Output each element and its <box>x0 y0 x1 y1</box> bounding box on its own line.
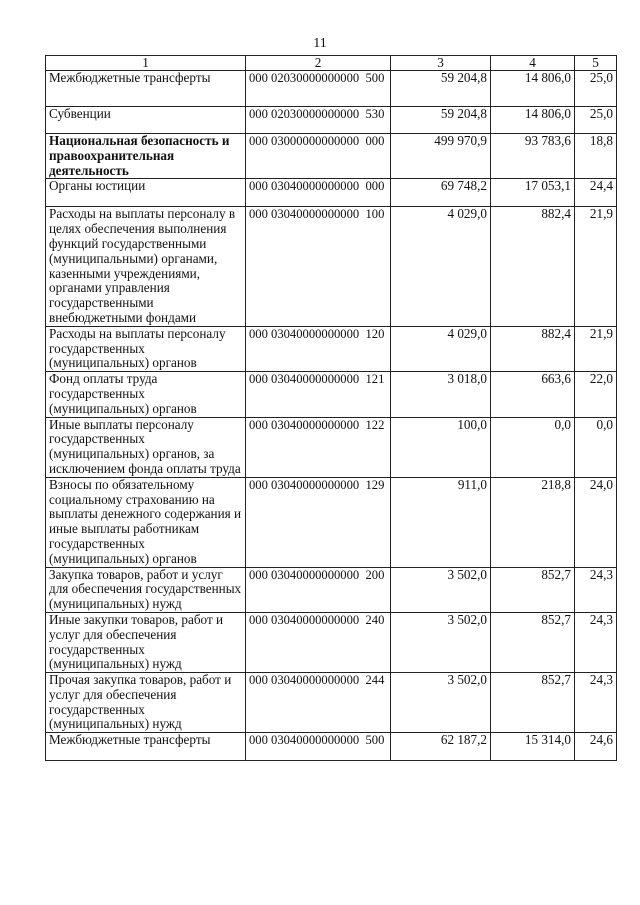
row-fact-value: 218,8 <box>491 477 575 567</box>
row-percent-value: 24,4 <box>575 179 617 207</box>
column-header-1: 1 <box>46 56 246 71</box>
table-row <box>46 372 617 417</box>
column-header-3: 3 <box>391 56 491 71</box>
row-fact-value: 882,4 <box>491 207 575 326</box>
row-name: Межбюджетные трансферты <box>46 71 246 107</box>
row-name: Расходы на выплаты персоналу государственных (муниципальных) органов <box>46 326 246 371</box>
row-code: 000 03040000000000 240 <box>246 612 391 672</box>
row-plan-value: 3 502,0 <box>391 567 491 612</box>
table-row <box>46 134 617 179</box>
row-code: 000 03000000000000 000 <box>246 134 391 179</box>
row-fact-value: 663,6 <box>491 372 575 417</box>
row-fact-value: 852,7 <box>491 673 575 733</box>
row-plan-value: 62 187,2 <box>391 733 491 761</box>
row-plan-value: 911,0 <box>391 477 491 567</box>
row-percent-value: 22,0 <box>575 372 617 417</box>
row-code: 000 03040000000000 122 <box>246 417 391 477</box>
row-plan-value: 69 748,2 <box>391 179 491 207</box>
row-percent-value: 25,0 <box>575 107 617 134</box>
row-percent-value: 25,0 <box>575 71 617 107</box>
row-fact-value: 93 783,6 <box>491 134 575 179</box>
row-plan-value: 100,0 <box>391 417 491 477</box>
row-fact-value: 852,7 <box>491 567 575 612</box>
row-plan-value: 4 029,0 <box>391 207 491 326</box>
row-name: Прочая закупка товаров, работ и услуг для обеспечения государственных (муниципальных) нужд <box>46 673 246 733</box>
row-name: Расходы на выплаты персоналу в целях обеспечения выполнения функций государственными (муниципальными) органами, казенными учреждениями, органами управления государственными внебюджетными фондами <box>46 207 246 326</box>
column-header-2: 2 <box>246 56 391 71</box>
table-row <box>46 107 617 134</box>
row-percent-value: 21,9 <box>575 326 617 371</box>
table-row <box>46 71 617 107</box>
row-percent-value: 24,6 <box>575 733 617 761</box>
row-name: Закупка товаров, работ и услуг для обеспечения государственных (муниципальных) нужд <box>46 567 246 612</box>
row-plan-value: 59 204,8 <box>391 107 491 134</box>
table-row <box>46 207 617 326</box>
row-percent-value: 24,3 <box>575 673 617 733</box>
row-plan-value: 3 502,0 <box>391 673 491 733</box>
row-fact-value: 14 806,0 <box>491 71 575 107</box>
row-fact-value: 882,4 <box>491 326 575 371</box>
row-code: 000 02030000000000 500 <box>246 71 391 107</box>
table-row <box>46 567 617 612</box>
header-row <box>46 56 617 71</box>
table-row <box>46 612 617 672</box>
row-name: Иные закупки товаров, работ и услуг для обеспечения государственных (муниципальных) нужд <box>46 612 246 672</box>
row-code: 000 03040000000000 244 <box>246 673 391 733</box>
table-row <box>46 179 617 207</box>
row-code: 000 03040000000000 129 <box>246 477 391 567</box>
column-header-5: 5 <box>575 56 617 71</box>
row-code: 000 03040000000000 120 <box>246 326 391 371</box>
row-plan-value: 4 029,0 <box>391 326 491 371</box>
row-percent-value: 24,3 <box>575 612 617 672</box>
row-code: 000 03040000000000 100 <box>246 207 391 326</box>
row-percent-value: 18,8 <box>575 134 617 179</box>
row-fact-value: 0,0 <box>491 417 575 477</box>
row-percent-value: 24,0 <box>575 477 617 567</box>
row-fact-value: 852,7 <box>491 612 575 672</box>
row-code: 000 03040000000000 121 <box>246 372 391 417</box>
row-name: Органы юстиции <box>46 179 246 207</box>
row-plan-value: 3 018,0 <box>391 372 491 417</box>
table-row <box>46 326 617 371</box>
row-code: 000 03040000000000 200 <box>246 567 391 612</box>
table-row <box>46 417 617 477</box>
row-name: Фонд оплаты труда государственных (муниципальных) органов <box>46 372 246 417</box>
row-name: Иные выплаты персоналу государственных (муниципальных) органов, за исключением фонда оплаты труда <box>46 417 246 477</box>
row-plan-value: 499 970,9 <box>391 134 491 179</box>
column-header-4: 4 <box>491 56 575 71</box>
row-percent-value: 0,0 <box>575 417 617 477</box>
row-code: 000 02030000000000 530 <box>246 107 391 134</box>
table-row <box>46 733 617 761</box>
row-plan-value: 59 204,8 <box>391 71 491 107</box>
row-name: Взносы по обязательному социальному страхованию на выплаты денежного содержания и иные выплаты работникам государственных (муниципальных) органов <box>46 477 246 567</box>
row-percent-value: 21,9 <box>575 207 617 326</box>
row-fact-value: 14 806,0 <box>491 107 575 134</box>
row-name: Национальная безопасность и правоохранительная деятельность <box>46 134 246 179</box>
page-number: 11 <box>313 36 327 51</box>
row-code: 000 03040000000000 000 <box>246 179 391 207</box>
row-fact-value: 15 314,0 <box>491 733 575 761</box>
row-code: 000 03040000000000 500 <box>246 733 391 761</box>
table-row <box>46 477 617 567</box>
row-percent-value: 24,3 <box>575 567 617 612</box>
row-fact-value: 17 053,1 <box>491 179 575 207</box>
row-plan-value: 3 502,0 <box>391 612 491 672</box>
row-name: Межбюджетные трансферты <box>46 733 246 761</box>
budget-execution-table <box>45 55 617 761</box>
table-row <box>46 673 617 733</box>
row-name: Субвенции <box>46 107 246 134</box>
